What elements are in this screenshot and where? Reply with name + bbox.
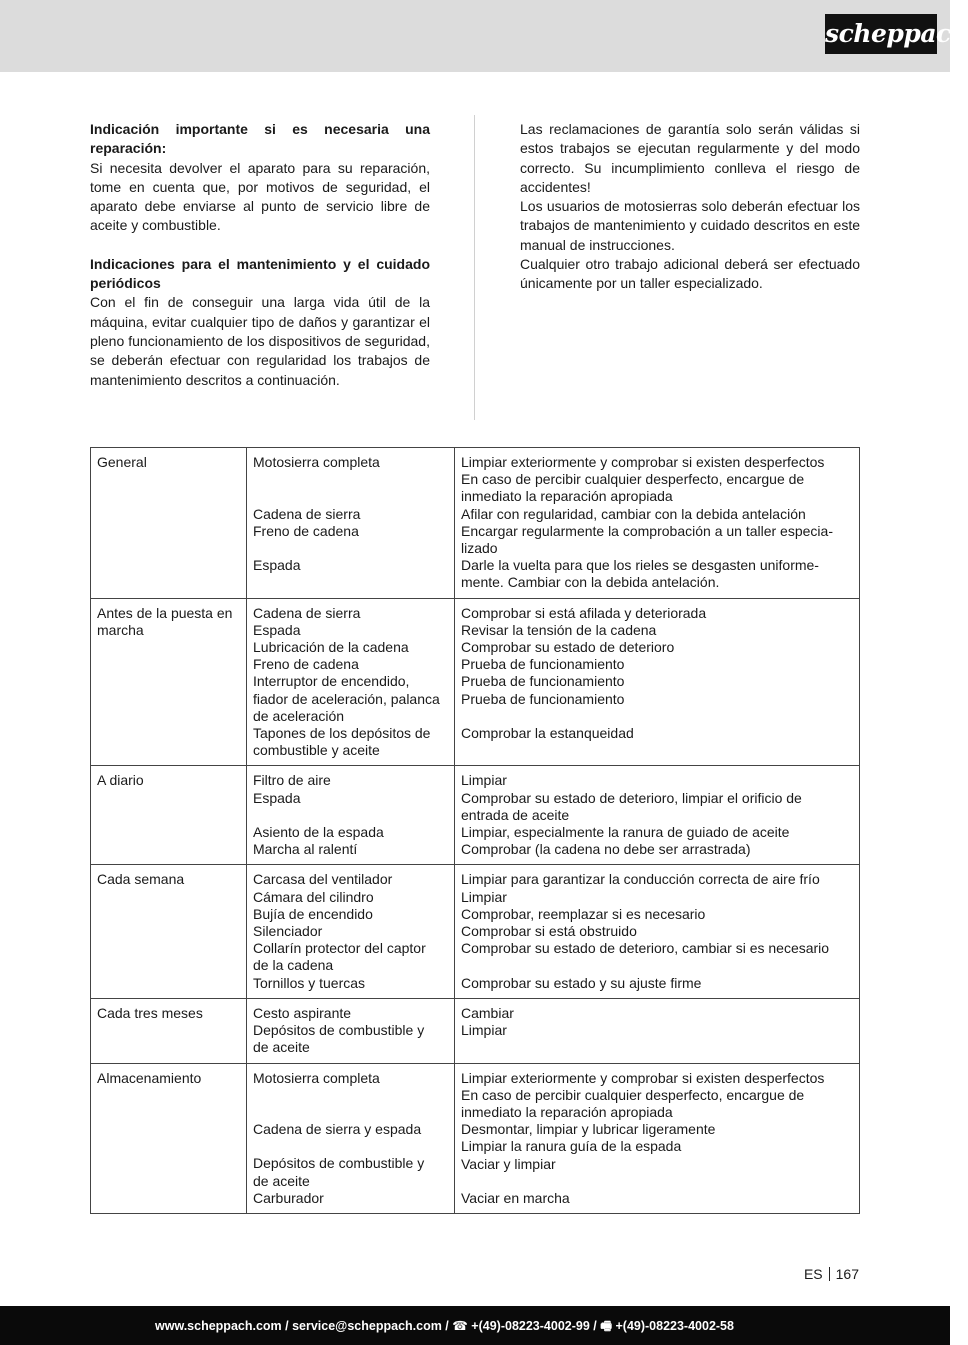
part-cell-line: Cámara del cilindro [253,888,374,905]
header-bar [0,0,968,72]
part-cell-line: Depósitos de combustible y [253,1155,425,1172]
part-cell-line: Interruptor de encendido, [253,673,410,690]
action-cell [455,766,860,865]
action-cell-line: mente. Cambiar con la debida antelación. [461,574,720,591]
page-number-value: 167 [835,1266,859,1282]
action-cell-line: Comprobar la estanqueidad [461,725,634,742]
part-cell-line: Depósitos de combustible y [253,1022,425,1039]
action-cell-line: Encargar regularmente la comprobación a un taller especia- [461,522,833,539]
action-cell-line: Comprobar si está obstruido [461,923,637,940]
interval-cell: Cada tres meses [91,998,247,1063]
action-cell-line: Vaciar en marcha [461,1189,570,1206]
part-cell-line [253,574,448,591]
action-cell-line: lizado [461,540,498,557]
part-cell-line: Silenciador [253,923,323,940]
part-cell-line: combustible y aceite [253,742,380,759]
footer-contact: www.scheppach.com / service@scheppach.com / ☎ +(49)-08223-4002-99 / 🖷 +(49)-08223-4002-58 [155,1319,734,1333]
action-cell-line: Prueba de funcionamiento [461,690,625,707]
part-cell-line: Espada [253,557,301,574]
action-cell-line: Cambiar [461,1004,514,1021]
action-cell-line: En caso de percibir cualquier desperfecto, encargue de [461,1086,805,1103]
action-cell [455,598,860,766]
interval-cell: General [91,448,247,599]
part-cell-line: Tapones de los depósitos de [253,725,431,742]
repair-notice-heading: Indicación importante si es necesaria una reparación: [90,121,430,157]
action-cell-line: Limpiar para garantizar la conducción correcta de aire frío [461,871,820,888]
action-cell [455,998,860,1063]
part-cell-line: Freno de cadena [253,522,359,539]
part-cell-line: Espada [253,789,301,806]
warranty-paragraph: Las reclamaciones de garantía solo serán válidas si estos trabajos se ejecutan regularmente y del modo correcto. Su incumplimiento conlleva el riesgo de accidentes! [520,121,860,195]
maintenance-table [90,447,860,1214]
action-cell-line: Comprobar, reemplazar si es necesario [461,905,706,922]
action-cell-line: Darle la vuelta para que los rieles se desgasten uniforme- [461,557,819,574]
part-cell [247,448,455,599]
page-number [804,1266,859,1282]
part-cell-line: Cesto aspirante [253,1004,352,1021]
part-cell-line: Motosierra completa [253,454,380,470]
part-cell-line: de aceleración [253,707,345,724]
part-cell-line [253,471,448,488]
part-cell-line: Bujía de encendido [253,905,373,922]
part-cell-line: de aceite [253,1172,310,1189]
action-cell-line: Comprobar su estado y su ajuste firme [461,974,702,991]
interval-cell: A diario [91,766,247,865]
table-row [91,448,860,599]
action-cell-line: Prueba de funcionamiento [461,673,625,690]
part-cell-line: Filtro de aire [253,772,331,789]
part-cell-line: Tornillos y tuercas [253,974,366,991]
left-text-column [90,120,430,390]
action-cell [455,865,860,998]
action-cell-line: Limpiar exteriormente y comprobar si existen desperfectos [461,454,825,470]
action-cell-line [461,1173,853,1190]
users-paragraph: Los usuarios de motosierras solo deberán efectuar los trabajos de mantenimiento y cuidado descritos en este manual de instrucciones. [520,198,860,253]
column-divider [474,115,475,420]
action-cell-line: Comprobar su estado de deterioro, limpiar el orificio de [461,789,802,806]
part-cell-line: Carburador [253,1189,324,1206]
right-text-column [520,120,860,294]
action-cell-line [461,708,853,725]
part-cell-line [253,1138,448,1155]
part-cell-line: Cadena de sierra [253,505,361,522]
action-cell-line: Prueba de funcionamiento [461,656,625,673]
action-cell-line: inmediato la reparación apropiada [461,1103,673,1120]
part-cell-line: Asiento de la espada [253,824,384,841]
repair-notice-body: Si necesita devolver el aparato para su reparación, tome en cuenta que, por motivos de seguridad, el aparato debe enviarse al punto de servicio libre de aceite y combustible. [90,159,430,234]
action-cell-line: Limpiar [461,888,507,905]
action-cell-line: entrada de aceite [461,806,570,823]
action-cell-line: Afilar con regularidad, cambiar con la debida antelación [461,505,806,522]
part-cell-line [253,488,448,505]
part-cell-line: Cadena de sierra y espada [253,1121,422,1138]
interval-cell: Cada semana [91,865,247,998]
table-row [91,998,860,1063]
action-cell-line [461,742,853,759]
part-cell-line [253,1104,448,1121]
action-cell-line: Desmontar, limpiar y lubricar ligeramente [461,1121,716,1138]
action-cell-line: Vaciar y limpiar [461,1155,556,1172]
action-cell-line: Revisar la tensión de la cadena [461,621,657,638]
action-cell-line: Comprobar su estado de deterioro [461,639,675,656]
part-cell-line: de la cadena [253,957,334,974]
part-cell-line: Freno de cadena [253,656,359,673]
brand-logo: scheppach [825,14,937,54]
part-cell-line: Espada [253,621,301,638]
action-cell-line: Comprobar si está afilada y deteriorada [461,604,707,621]
part-cell-line [253,807,448,824]
maintenance-body: Con el fin de conseguir una larga vida útil de la máquina, evitar cualquier tipo de daños y garantizar el pleno funcionamiento de los dispositivos de seguridad, se deberán efectuar con regularidad los trabajos de mantenimiento descritos a continuación. [90,294,430,388]
part-cell-line: fiador de aceleración, palanca [253,690,440,707]
action-cell-line: Limpiar [461,1022,507,1039]
table-row [91,598,860,766]
action-cell-line: Limpiar exteriormente y comprobar si existen desperfectos [461,1069,825,1086]
action-cell-line: inmediato la reparación apropiada [461,488,673,505]
workshop-paragraph: Cualquier otro trabajo adicional deberá ser efectuado únicamente por un taller especializado. [520,256,860,292]
maintenance-heading: Indicaciones para el mantenimiento y el cuidado periódicos [90,255,430,292]
part-cell-line: Collarín protector del captor [253,940,426,957]
table-row [91,766,860,865]
part-cell [247,766,455,865]
part-cell [247,598,455,766]
action-cell [455,1063,860,1214]
table-row [91,1063,860,1214]
footer-bar [0,1306,950,1345]
part-cell-line [253,1087,448,1104]
action-cell-line: Comprobar (la cadena no debe ser arrastrada) [461,841,751,858]
action-cell-line: Limpiar, especialmente la ranura de guiado de aceite [461,824,790,841]
page-language: ES [803,1266,823,1282]
table-row [91,865,860,998]
part-cell-line: Marcha al ralentí [253,841,358,858]
part-cell [247,865,455,998]
part-cell-line: Cadena de sierra [253,604,361,621]
action-cell-line: En caso de percibir cualquier desperfecto, encargue de [461,471,805,488]
part-cell [247,998,455,1063]
part-cell-line: Carcasa del ventilador [253,871,393,888]
part-cell-line: de aceite [253,1039,310,1056]
part-cell [247,1063,455,1214]
action-cell-line: Limpiar la ranura guía de la espada [461,1138,682,1155]
action-cell-line: Limpiar [461,772,507,789]
action-cell-line [461,1039,853,1056]
part-cell-line: Lubricación de la cadena [253,639,409,656]
action-cell-line [461,957,853,974]
action-cell [455,448,860,599]
action-cell-line: Comprobar su estado de deterioro, cambiar si es necesario [461,940,830,957]
interval-cell: Antes de la puesta en marcha [91,598,247,766]
part-cell-line [253,540,448,557]
part-cell-line: Motosierra completa [253,1069,380,1086]
interval-cell: Almacenamiento [91,1063,247,1214]
